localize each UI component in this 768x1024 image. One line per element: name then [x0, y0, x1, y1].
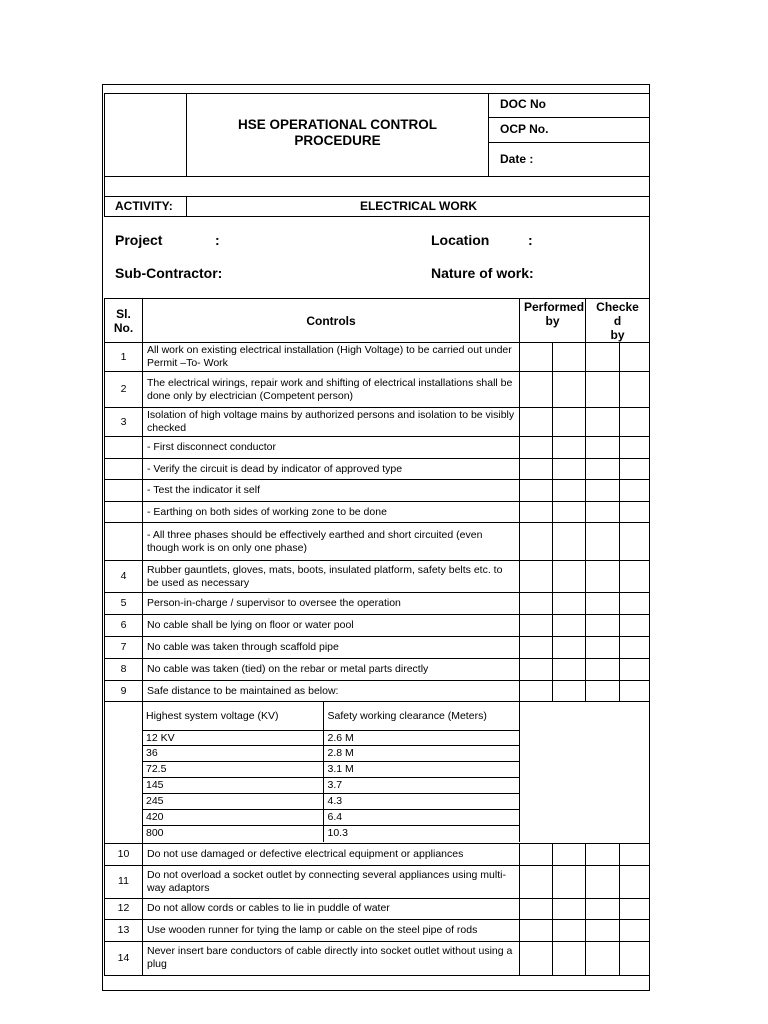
voltage-row [143, 762, 520, 778]
date-label: Date : [500, 152, 534, 166]
row-number: 2 [105, 372, 143, 408]
performed-cell[interactable] [553, 459, 586, 480]
table-row [105, 637, 650, 659]
checked-cell[interactable] [620, 372, 650, 408]
checked-cell[interactable] [620, 523, 650, 561]
checked-cell[interactable] [586, 919, 620, 941]
row-number: 10 [105, 843, 143, 865]
row-number: 11 [105, 865, 143, 898]
row-number: 4 [105, 561, 143, 593]
table-row [105, 941, 650, 975]
controls-table [104, 298, 650, 976]
checked-cell[interactable] [586, 637, 620, 659]
checked-cell[interactable] [586, 502, 620, 523]
col-checked-by: Checke d by [586, 299, 650, 343]
performed-cell[interactable] [520, 523, 553, 561]
table-row [105, 502, 650, 523]
checked-cell[interactable] [586, 343, 620, 372]
table-row [105, 615, 650, 637]
row-number: 1 [105, 343, 143, 372]
performed-cell[interactable] [553, 615, 586, 637]
performed-cell[interactable] [553, 898, 586, 919]
performed-cell[interactable] [520, 941, 553, 975]
row-number [105, 480, 143, 502]
performed-cell[interactable] [520, 919, 553, 941]
checked-cell[interactable] [620, 593, 650, 615]
voltage-clearance: 4.3 [323, 794, 519, 810]
checked-cell[interactable] [620, 919, 650, 941]
row-control-text: Rubber gauntlets, gloves, mats, boots, insulated platform, safety belts etc. to be used as necessary [143, 561, 520, 593]
voltage-table [143, 702, 520, 842]
checked-cell[interactable] [586, 898, 620, 919]
checked-cell[interactable] [586, 437, 620, 459]
performed-cell[interactable] [520, 408, 553, 437]
voltage-row [143, 810, 520, 826]
performed-cell[interactable] [520, 659, 553, 681]
voltage-row [143, 731, 520, 746]
location-label: Location [431, 232, 490, 248]
voltage-row [143, 778, 520, 794]
row-control-text: No cable was taken through scaffold pipe [143, 637, 520, 659]
performed-cell[interactable] [520, 637, 553, 659]
checked-cell[interactable] [620, 898, 650, 919]
table-row [105, 480, 650, 502]
voltage-clearance: 2.6 M [323, 731, 519, 746]
row-number: 5 [105, 593, 143, 615]
performed-cell[interactable] [553, 941, 586, 975]
row-number: 7 [105, 637, 143, 659]
voltage-table-cell [143, 702, 650, 844]
row-control-text: - First disconnect conductor [143, 437, 520, 459]
checked-cell[interactable] [620, 408, 650, 437]
performed-cell[interactable] [520, 502, 553, 523]
row-number: 8 [105, 659, 143, 681]
checked-cell[interactable] [586, 593, 620, 615]
voltage-row [143, 794, 520, 810]
checked-cell[interactable] [620, 480, 650, 502]
activity-value: ELECTRICAL WORK [359, 199, 478, 213]
checked-cell[interactable] [620, 843, 650, 865]
row-control-text: Do not use damaged or defective electrical equipment or appliances [143, 843, 520, 865]
performed-cell[interactable] [553, 681, 586, 702]
row-number [105, 702, 143, 844]
row-number: 6 [105, 615, 143, 637]
row-control-text: Do not allow cords or cables to lie in puddle of water [143, 898, 520, 919]
row-number [105, 459, 143, 480]
nature-of-work-label: Nature of work: [431, 265, 534, 281]
voltage-table-row [105, 702, 650, 844]
table-row [105, 898, 650, 919]
checked-cell[interactable] [620, 459, 650, 480]
row-control-text: - Earthing on both sides of working zone to be done [143, 502, 520, 523]
checked-cell[interactable] [620, 865, 650, 898]
row-control-text: Isolation of high voltage mains by authorized persons and isolation to be visibly checked [143, 408, 520, 437]
checked-cell[interactable] [586, 681, 620, 702]
performed-cell[interactable] [553, 637, 586, 659]
performed-cell[interactable] [553, 502, 586, 523]
project-label: Project [115, 232, 163, 248]
checked-cell[interactable] [586, 523, 620, 561]
checked-cell[interactable] [620, 941, 650, 975]
checked-cell[interactable] [586, 941, 620, 975]
row-number: 14 [105, 941, 143, 975]
performed-cell[interactable] [520, 480, 553, 502]
row-control-text: - Test the indicator it self [143, 480, 520, 502]
doc-title [187, 117, 488, 149]
performed-cell[interactable] [520, 593, 553, 615]
performed-cell[interactable] [520, 865, 553, 898]
side-line [649, 177, 650, 196]
voltage-kv: 12 KV [143, 731, 324, 746]
checked-cell[interactable] [586, 408, 620, 437]
performed-cell[interactable] [553, 561, 586, 593]
sub-contractor-label: Sub-Contractor: [115, 265, 223, 281]
checked-cell[interactable] [620, 659, 650, 681]
row-number [105, 437, 143, 459]
table-row [105, 343, 650, 372]
table-row [105, 843, 650, 865]
checked-cell[interactable] [586, 480, 620, 502]
checked-cell[interactable] [586, 659, 620, 681]
table-row [105, 659, 650, 681]
performed-cell[interactable] [520, 561, 553, 593]
performed-cell[interactable] [520, 343, 553, 372]
side-line [104, 177, 105, 196]
header-row-line-1 [488, 117, 650, 118]
ocp-no-label: OCP No. [500, 122, 549, 136]
voltage-col-clearance: Safety working clearance (Meters) [323, 702, 519, 731]
performed-cell[interactable] [553, 408, 586, 437]
performed-cell[interactable] [553, 343, 586, 372]
table-row [105, 919, 650, 941]
checked-cell[interactable] [620, 502, 650, 523]
voltage-col-kv: Highest system voltage (KV) [143, 702, 324, 731]
checked-cell[interactable] [586, 561, 620, 593]
row-number: 12 [105, 898, 143, 919]
location-colon: : [528, 232, 533, 248]
checked-cell[interactable] [620, 615, 650, 637]
row-control-text: - All three phases should be effectively earthed and short circuited (even though work is on only one phase) [143, 523, 520, 561]
performed-cell[interactable] [520, 459, 553, 480]
voltage-row [143, 746, 520, 762]
voltage-clearance: 3.1 M [323, 762, 519, 778]
row-control-text: The electrical wirings, repair work and shifting of electrical installations shall be done only by electrician (Competent person) [143, 372, 520, 408]
checked-cell[interactable] [586, 843, 620, 865]
checked-cell[interactable] [620, 437, 650, 459]
row-number [105, 523, 143, 561]
performed-cell[interactable] [520, 615, 553, 637]
row-control-text: Use wooden runner for tying the lamp or cable on the steel pipe of rods [143, 919, 520, 941]
voltage-row [143, 826, 520, 842]
voltage-kv: 145 [143, 778, 324, 794]
voltage-clearance: 3.7 [323, 778, 519, 794]
doc-no-label: DOC No [500, 97, 546, 111]
header-row-line-2 [488, 142, 650, 143]
performed-cell[interactable] [553, 919, 586, 941]
voltage-header-row [143, 702, 520, 731]
row-control-text: No cable was taken (tied) on the rebar or metal parts directly [143, 659, 520, 681]
checked-cell[interactable] [620, 561, 650, 593]
row-control-text: Never insert bare conductors of cable directly into socket outlet without using a plug [143, 941, 520, 975]
checked-cell[interactable] [586, 865, 620, 898]
voltage-kv: 800 [143, 826, 324, 842]
table-row [105, 561, 650, 593]
col-performed-by: Performed by [520, 299, 586, 343]
table-row [105, 593, 650, 615]
col-sl-no: Sl. No. [105, 299, 143, 343]
table-row [105, 408, 650, 437]
checked-cell[interactable] [620, 343, 650, 372]
performed-cell[interactable] [553, 523, 586, 561]
voltage-kv: 36 [143, 746, 324, 762]
performed-cell[interactable] [520, 843, 553, 865]
row-control-text: No cable shall be lying on floor or water pool [143, 615, 520, 637]
performed-cell[interactable] [553, 480, 586, 502]
performed-cell[interactable] [553, 865, 586, 898]
row-number [105, 502, 143, 523]
row-control-text: All work on existing electrical installation (High Voltage) to be carried out under Permit –To- Work [143, 343, 520, 372]
col-controls: Controls [143, 299, 520, 343]
voltage-kv: 72.5 [143, 762, 324, 778]
table-row [105, 865, 650, 898]
voltage-clearance: 10.3 [323, 826, 519, 842]
row-number: 13 [105, 919, 143, 941]
checked-cell[interactable] [586, 615, 620, 637]
checked-cell[interactable] [620, 681, 650, 702]
table-row [105, 459, 650, 480]
row-control-text: Person-in-charge / supervisor to oversee the operation [143, 593, 520, 615]
performed-cell[interactable] [553, 659, 586, 681]
performed-cell[interactable] [553, 593, 586, 615]
voltage-clearance: 2.8 M [323, 746, 519, 762]
table-row [105, 523, 650, 561]
voltage-kv: 420 [143, 810, 324, 826]
table-row [105, 372, 650, 408]
row-control-text: Safe distance to be maintained as below: [143, 681, 520, 702]
checked-cell[interactable] [620, 637, 650, 659]
row-control-text: - Verify the circuit is dead by indicator of approved type [143, 459, 520, 480]
checked-cell[interactable] [586, 372, 620, 408]
row-number: 3 [105, 408, 143, 437]
table-header-row [105, 299, 650, 343]
voltage-clearance: 6.4 [323, 810, 519, 826]
row-number: 9 [105, 681, 143, 702]
doc-title-line2: PROCEDURE [294, 133, 381, 148]
checked-cell[interactable] [586, 459, 620, 480]
table-row [105, 437, 650, 459]
doc-title-line1: HSE OPERATIONAL CONTROL [237, 117, 437, 132]
performed-cell[interactable] [520, 898, 553, 919]
performed-cell[interactable] [520, 372, 553, 408]
project-colon: : [215, 232, 220, 248]
table-row [105, 681, 650, 702]
activity-label: ACTIVITY: [115, 199, 173, 213]
performed-cell[interactable] [520, 437, 553, 459]
row-control-text: Do not overload a socket outlet by connecting several appliances using multi-way adaptors [143, 865, 520, 898]
voltage-kv: 245 [143, 794, 324, 810]
header-divider [488, 93, 489, 177]
performed-cell[interactable] [520, 681, 553, 702]
performed-cell[interactable] [553, 372, 586, 408]
performed-cell[interactable] [553, 437, 586, 459]
performed-cell[interactable] [553, 843, 586, 865]
